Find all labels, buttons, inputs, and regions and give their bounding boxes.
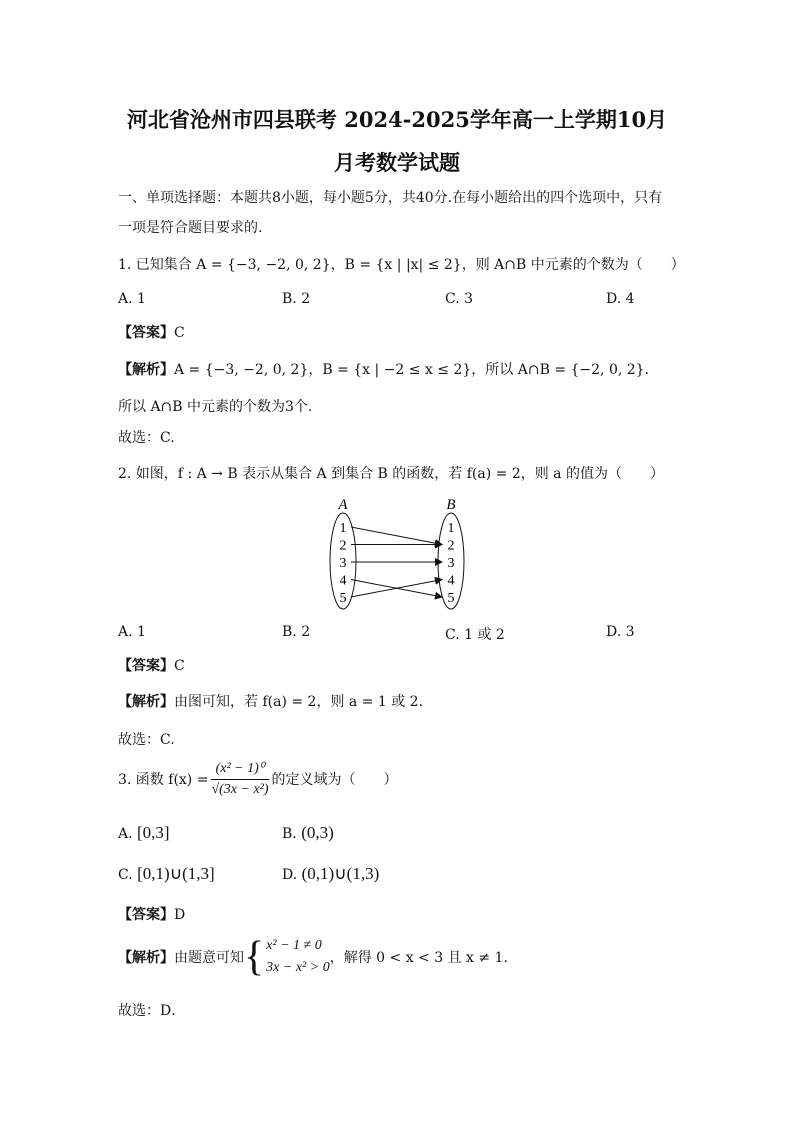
set-a-element: 2 [339, 538, 347, 554]
q1-stem: 1. 已知集合 A = {−3, −2, 0, 2}，B = {x | |x| ≤ 2}，则 A∩B 中元素的个数为（ ） [118, 257, 685, 273]
document-title-line-1: 河北省沧州市四县联考 2024-2025学年高一上学期10月 [126, 107, 668, 132]
answer-value: C [174, 658, 185, 674]
q3-numerator: (x² − 1)⁰ [211, 760, 268, 780]
q1-conclusion: 故选：C. [118, 430, 175, 446]
system-row-1: x² − 1 ≠ 0 [266, 938, 322, 953]
q2-option-c: C. 1 或 2 [445, 627, 505, 643]
set-a-element: 1 [339, 521, 347, 536]
document-title-line-2: 月考数学试题 [334, 150, 460, 175]
q3-analysis [118, 935, 508, 979]
q1-analysis-line-2: 所以 A∩B 中元素的个数为3个. [118, 399, 313, 415]
q2-analysis [118, 691, 423, 711]
option-letter: B. [282, 826, 297, 842]
q1-option-a: A. 1 [118, 291, 146, 307]
q3-stem-prefix: 3. 函数 f(x) = [118, 772, 209, 788]
q1-option-d: D. 4 [606, 291, 635, 307]
analysis-text: A = {−3, −2, 0, 2}，B = {x | −2 ≤ x ≤ 2}，所以 A∩B = {−2, 0, 2}. [174, 362, 650, 378]
q3-answer [118, 904, 185, 924]
analysis-label: 【解析】 [118, 950, 174, 966]
q1-option-c: C. 3 [445, 291, 474, 307]
set-b-element: 5 [447, 591, 455, 606]
option-letter: A. [118, 826, 133, 842]
set-b-label: B [446, 497, 456, 513]
set-b-element: 3 [447, 556, 455, 571]
analysis-prefix: 由题意可知 [174, 950, 244, 966]
q3-conclusion: 故选：D． [118, 1003, 186, 1019]
q3-option-d [282, 864, 379, 884]
analysis-suffix: ，解得 0 < x < 3 且 x ≠ 1. [329, 950, 508, 966]
set-a-label: A [338, 497, 348, 513]
q1-answer [118, 322, 185, 342]
q3-option-c [118, 864, 215, 884]
set-a-element: 5 [339, 591, 347, 606]
set-a-element: 4 [339, 573, 347, 589]
q3-fraction [211, 760, 268, 798]
q2-option-a: A. 1 [118, 624, 146, 640]
set-a-element: 3 [339, 556, 347, 571]
option-value: (0,3) [301, 823, 334, 842]
q2-option-b: B. 2 [282, 624, 311, 640]
answer-label: 【答案】 [118, 907, 174, 923]
option-letter: D. [282, 867, 298, 883]
answer-label: 【答案】 [118, 325, 174, 341]
left-brace: { [244, 934, 265, 980]
q2-stem: 2. 如图，f : A → B 表示从集合 A 到集合 B 的函数，若 f(a) = 2，则 a 的值为（ ） [118, 466, 664, 482]
option-letter: C. [118, 867, 133, 883]
mapping-diagram [318, 494, 478, 616]
option-value: (0,1)∪(1,3) [301, 864, 380, 883]
system-row-2: 3x − x² > 0 [266, 960, 330, 975]
q2-option-d: D. 3 [606, 624, 635, 640]
analysis-text: 由图可知，若 f(a) = 2，则 a = 1 或 2. [174, 694, 424, 710]
mapping-arrow [351, 527, 442, 545]
set-b-element: 1 [447, 521, 455, 536]
q3-stem-suffix: 的定义域为（ ） [271, 772, 398, 788]
answer-label: 【答案】 [118, 658, 174, 674]
analysis-label: 【解析】 [118, 694, 174, 710]
section-heading-line-2: 一项是符合题目要求的. [118, 220, 263, 236]
answer-value: C [174, 325, 185, 341]
option-value: [0,3] [137, 823, 170, 842]
analysis-label: 【解析】 [118, 362, 174, 378]
set-b-element: 4 [447, 573, 455, 589]
q2-conclusion: 故选：C. [118, 732, 175, 748]
q1-analysis [118, 359, 649, 379]
section-heading-line-1: 一、单项选择题：本题共8小题，每小题5分，共40分.在每小题给出的四个选项中，只有 [118, 190, 663, 206]
q3-denominator: √(3x − x²) [211, 782, 269, 797]
q3-stem [118, 760, 398, 798]
inequality-system [244, 935, 330, 979]
q3-option-b [282, 823, 334, 843]
answer-value: D [174, 907, 186, 923]
q2-answer [118, 655, 185, 675]
set-b-element: 2 [447, 538, 455, 554]
option-value: [0,1)∪(1,3] [137, 864, 215, 883]
q1-option-b: B. 2 [282, 291, 311, 307]
q3-option-a [118, 823, 170, 843]
